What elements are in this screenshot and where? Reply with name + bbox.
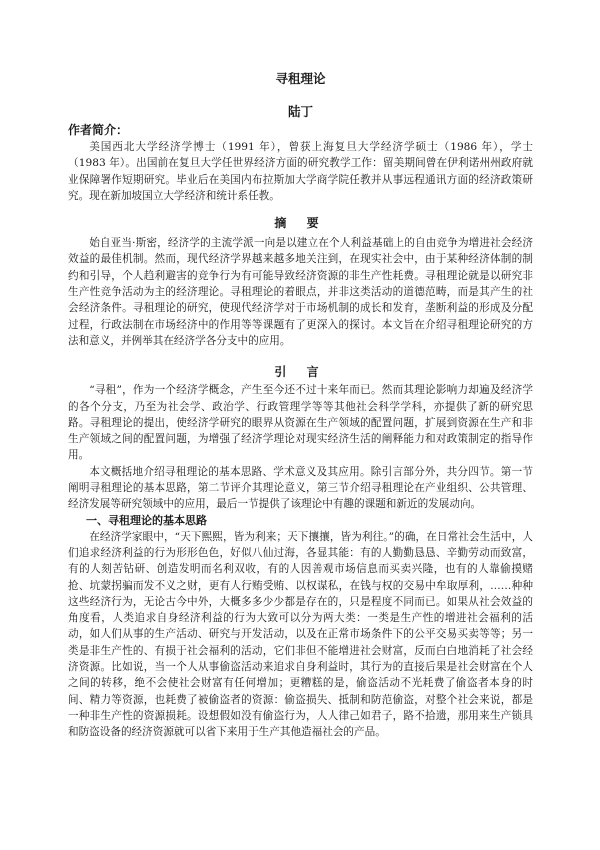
paper-title: 寻租理论 <box>275 71 326 86</box>
paper-author: 陆丁 <box>287 104 313 119</box>
section-heading: 一、寻租理论的基本思路 <box>86 513 207 527</box>
paper-page <box>68 70 533 741</box>
author-intro-text: 美国西北大学经济学博士（1991 年），曾获上海复旦大学经济学硕士（1986 年），学士（1983 年）。出国前在复旦大学任世界经济方面的研究教学工作：留美期间曾在伊利诺州州政府就业保障署作短期研究。毕业后在美国内布拉斯加大学商学院任教并从事远程通讯方面的经济政策研究。现在新加坡国立大学经济和统计系任教。 <box>68 141 533 202</box>
abstract-text: 始自亚当·斯密，经济学的主流学派一向是以建立在个人利益基础上的自由竞争为增进社会经济效益的最佳机制。然而，现代经济学界越来越多地关注到，在现实社会中，由于某种经济体制的制约和引导，个人趋利避害的竞争行为有可能导致经济资源的非生产性耗费。寻租理论就是以研究非生产性竞争活动为主的经济理论。寻租理论的着眼点，并非这类活动的道德范畴，而是其产生的社会经济条件。寻租理论的研究，使现代经济学对于市场机制的成长和发育，垄断利益的形成及分配过程，行政法制在市场经济中的作用等等课题有了更深入的探讨。本文旨在介绍寻租理论研究的方法和意义，并例举其在经济学各分支中的应用。 <box>68 237 533 347</box>
abstract-heading: 摘 要 <box>274 216 327 231</box>
section-paragraph: 在经济学家眼中，“天下熙熙，皆为利来；天下攘攘，皆为利往。”的确，在日常社会生活中，人们追求经济利益的行为形形色色，好似八仙过海，各显其能：有的人勤勤恳恳、辛勤劳动而致富，有的人刻苦钻研、创造发明而名利双收，有的人因善观市场信息而买卖兴隆，也有的人靠偷摸赌抢、坑蒙拐骗而发不义之财，更有人行贿受贿、以权谋私，在钱与权的交易中牟取厚利，……种种这些经济行为，无论古今中外，大概多多少少都是存在的，只是程度不同而已。如果从社会效益的角度看，人类追求自身经济利益的行为大致可以分为两大类：一类是生产性的增进社会福利的活动，如人们从事的生产活动、研究与开发活动，以及在正常市场条件下的公平交易买卖等等；另一类是非生产性的、有损于社会福利的活动，它们非但不能增进社会财富，反而白白地消耗了社会经济资源。比如说，当一个人从事偷盗活动来追求自身利益时，其行为的直接后果是社会财富在个人之间的转移，绝不会使社会财富有任何增加；更糟糕的是，偷盗活动不光耗费了偷盗者本身的时间、精力等资源，也耗费了被偷盗者的资源：偷盗损失、抵制和防范偷盗，对整个社会来说，都是一种非生产性的资源损耗。设想假如没有偷盗行为，人人律己如君子，路不拾遗，那用来生产锁具和防盗设备的经济资源就可以省下来用于生产其他造福社会的产品。 <box>68 530 533 739</box>
intro-heading: 引 言 <box>274 365 327 380</box>
author-intro-heading: 作者简介： <box>68 123 129 137</box>
intro-paragraph: “寻租”，作为一个经济学概念，产生至今还不过十来年而已。然而其理论影响力却遍及经济学的各个分支，乃至为社会学、政治学、行政管理学等等其他社会科学学科，亦提供了新的研究思路。寻租理论的提出，使经济学研究的眼界从资源在生产领域的配置问题，扩展到资源在生产和非生产领域之间的配置问题，为增强了经济学理论对现实经济生活的阐释能力和对政策制定的指导作用。 <box>68 384 533 462</box>
intro-paragraph: 本文概括地介绍寻租理论的基本思路、学术意义及其应用。除引言部分外，共分四节。第一节阐明寻租理论的基本思路，第二节评介其理论意义，第三节介绍寻租理论在产业组织、公共管理、经济发展等研究领域中的应用，最后一节提供了该理论中有趣的课题和新近的发展动向。 <box>68 465 533 511</box>
